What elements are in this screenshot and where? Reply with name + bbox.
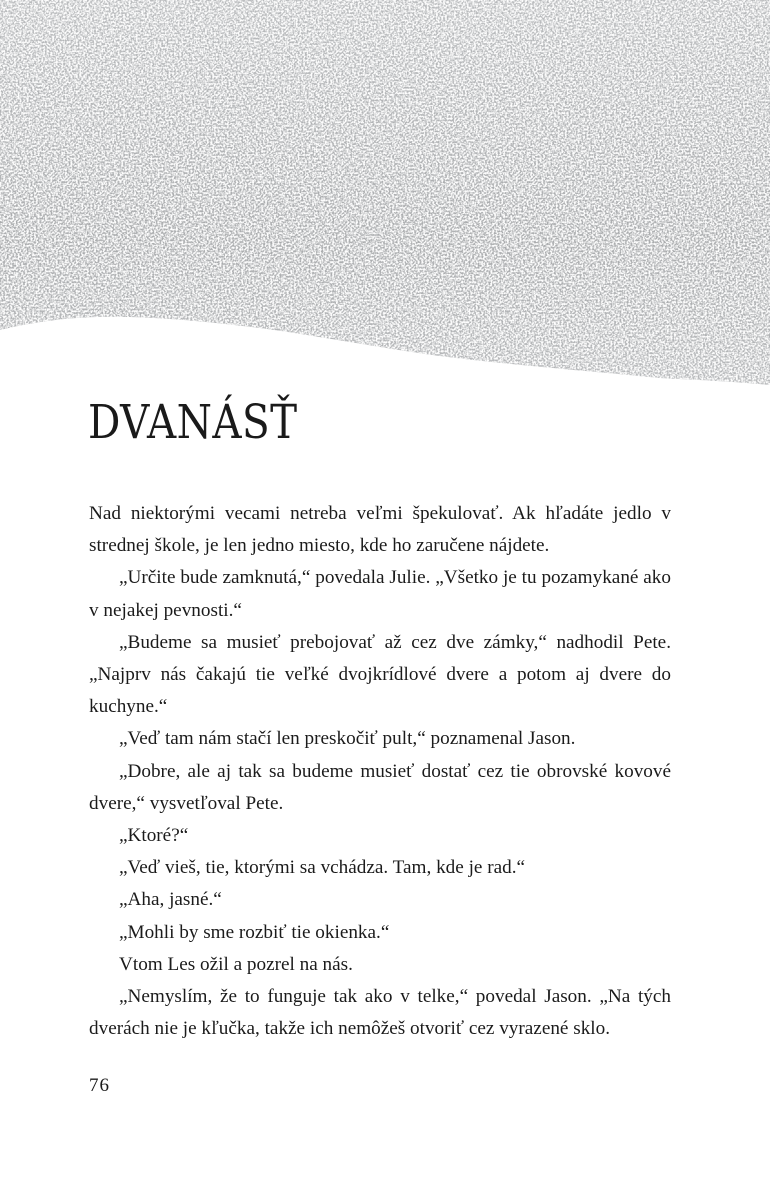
paragraph: „Veď vieš, tie, ktorými sa vchádza. Tam, kde je rad.“: [119, 857, 526, 879]
paragraph: „Budeme sa musieť prebojovať až cez dve zámky,“ nadhodil Pete. „Najprv nás čakajú tie veľké dvojkrídlové dvere a potom aj dvere do kuchyne.“: [89, 631, 671, 718]
paragraph: „Ktoré?“: [119, 825, 189, 847]
paragraph: „Dobre, ale aj tak sa budeme musieť dostať cez tie obrovské kovové dvere,“ vysvetľoval Pete.: [89, 760, 671, 814]
paragraph: „Nemyslím, že to funguje tak ako v telke,“ povedal Jason. „Na tých dverách nie je kľučka, takže ich nemôžeš otvoriť cez vyrazené sklo.: [89, 986, 671, 1040]
paragraph: „Aha, jasné.“: [119, 889, 222, 911]
chapter-body: [89, 498, 671, 1045]
paragraph: „Mohli by sme rozbiť tie okienka.“: [119, 921, 390, 943]
page-number: 76: [89, 1075, 110, 1096]
paragraph: Vtom Les ožil a pozrel na nás.: [119, 953, 353, 975]
snow-texture-header: [0, 0, 770, 400]
chapter-title: DVANÁSŤ: [88, 395, 298, 450]
paragraph: „Určite bude zamknutá,“ povedala Julie. „Všetko je tu pozamykané ako v nejakej pevnosti.“: [89, 567, 671, 621]
paragraph: Nad niektorými vecami netreba veľmi špekulovať. Ak hľadáte jedlo v strednej škole, je len jedno miesto, kde ho zaručene nájdete.: [89, 503, 671, 557]
paragraph: „Veď tam nám stačí len preskočiť pult,“ poznamenal Jason.: [119, 728, 576, 750]
